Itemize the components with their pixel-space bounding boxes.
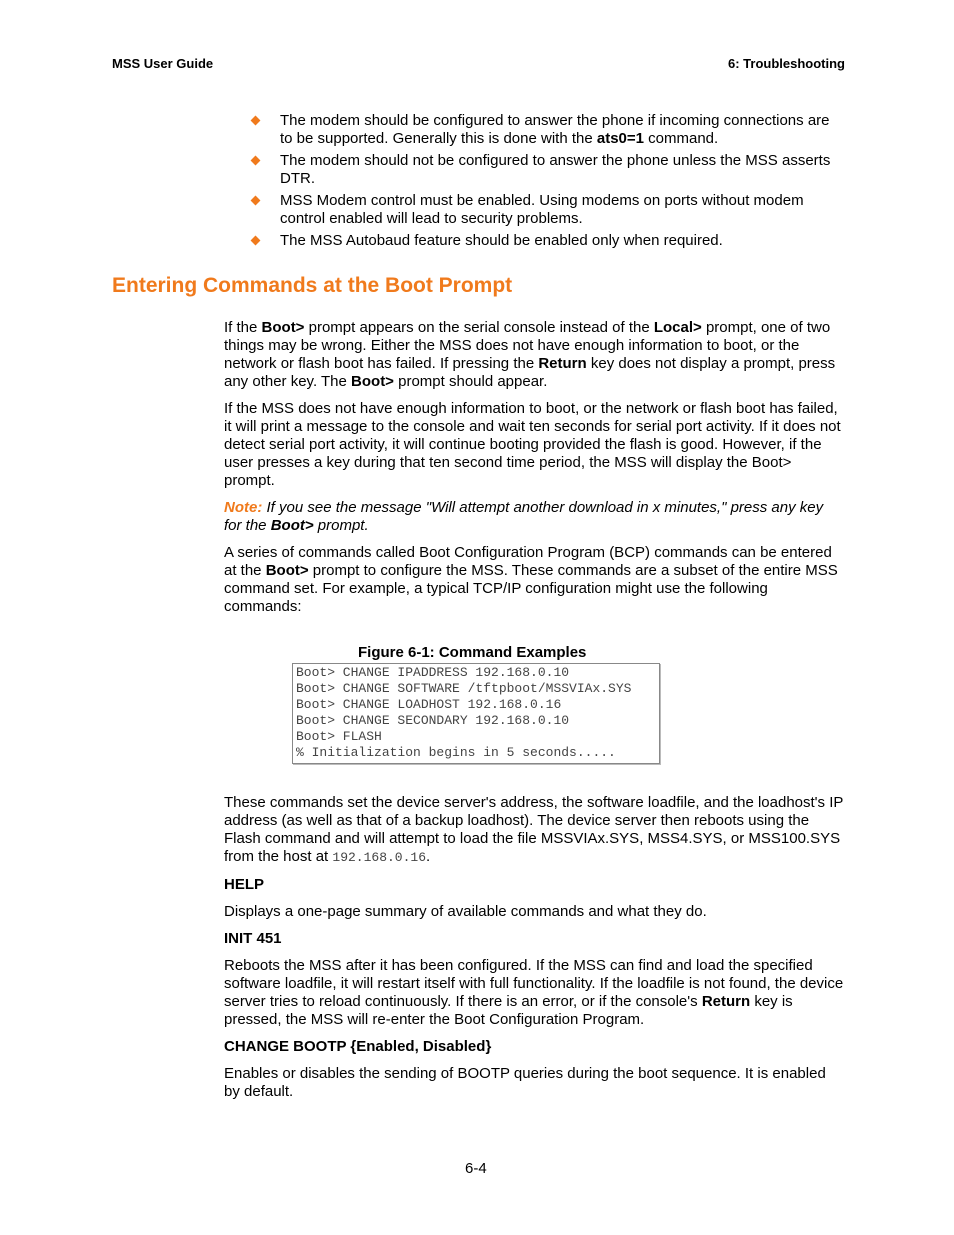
diamond-bullet-icon (251, 236, 261, 246)
bullet-item: The modem should not be configured to answer the phone unless the MSS asserts DTR. (252, 152, 842, 188)
paragraph: If the MSS does not have enough information to boot, or the network or flash boot has failed, it will print a message to the console and wait ten seconds for serial port activity. If it does not detect serial port activity, it will continue booting provided the flash is good. However, if the user presses a key during that ten second time period, the MSS will display the Boot> prompt. (224, 400, 841, 489)
body-text-lower (224, 794, 844, 1110)
paragraph: A series of commands called Boot Configuration Program (BCP) commands can be entered at the Boot> prompt to configure the MSS. These commands are a subset of the entire MSS command set. For example, a typical TCP/IP configuration might use the following commands: (224, 544, 838, 615)
code-line: Boot> CHANGE LOADHOST 192.168.0.16 (296, 697, 562, 712)
diamond-bullet-icon (251, 116, 261, 126)
paragraph: These commands set the device server's address, the software loadfile, and the loadhost's IP address (as well as that of a backup loadhost). The device server then reboots using the Flash command and will attempt to load the file MSSVIAx.SYS, MSS4.SYS, or MSS100.SYS from the host at 192.168.0.16. (224, 794, 844, 865)
header-right: 6: Troubleshooting (728, 56, 845, 71)
diamond-bullet-icon (251, 156, 261, 166)
paragraph: Enables or disables the sending of BOOTP queries during the boot sequence. It is enabled by default. (224, 1065, 826, 1100)
bullet-item: The modem should be configured to answer the phone if incoming connections are to be supported. Generally this is done with the ats0=1 command. (252, 112, 842, 148)
code-line: Boot> CHANGE SECONDARY 192.168.0.10 (296, 713, 570, 728)
paragraph: If the Boot> prompt appears on the serial console instead of the Local> prompt, one of two things may be wrong. Either the MSS does not have enough information to boot, or the network or flash boot has failed. If pressing the Return key does not display a prompt, press any other key. The Boot> prompt should appear. (224, 319, 836, 390)
paragraph: Reboots the MSS after it has been configured. If the MSS can find and load the specified software loadfile, it will restart itself with full functionality. If the loadfile is not found, the device server tries to reload continuously. If there is an error, or if the console's Return key is pressed, the MSS will re-enter the Boot Configuration Program. (224, 957, 844, 1028)
diamond-bullet-icon (251, 196, 261, 206)
code-line: % Initialization begins in 5 seconds..... (296, 745, 616, 760)
bullet-item: The MSS Autobaud feature should be enabled only when required. (252, 232, 842, 250)
subheading-help: HELP (224, 876, 265, 893)
paragraph: Displays a one-page summary of available commands and what they do. (224, 903, 707, 920)
code-line: Boot> CHANGE IPADDRESS 192.168.0.10 (296, 665, 570, 680)
section-title: Entering Commands at the Boot Prompt (112, 274, 513, 297)
code-line: Boot> CHANGE SOFTWARE /tftpboot/MSSVIAx.SYS (296, 681, 632, 696)
body-text-upper (224, 319, 844, 625)
subheading-bootp: CHANGE BOOTP {Enabled, Disabled} (224, 1038, 492, 1055)
code-example-box (292, 663, 660, 764)
bullet-item: MSS Modem control must be enabled. Using modems on ports without modem control enabled will lead to security problems. (252, 192, 842, 228)
header-left: MSS User Guide (112, 56, 214, 71)
bullet-list (252, 112, 842, 254)
note: Note: If you see the message "Will attempt another download in x minutes," press any key for the Boot> prompt. (224, 499, 824, 534)
page-number: 6-4 (465, 1160, 487, 1177)
figure-caption: Figure 6-1: Command Examples (358, 644, 587, 661)
code-line: Boot> FLASH (296, 729, 382, 744)
subheading-init: INIT 451 (224, 930, 282, 947)
